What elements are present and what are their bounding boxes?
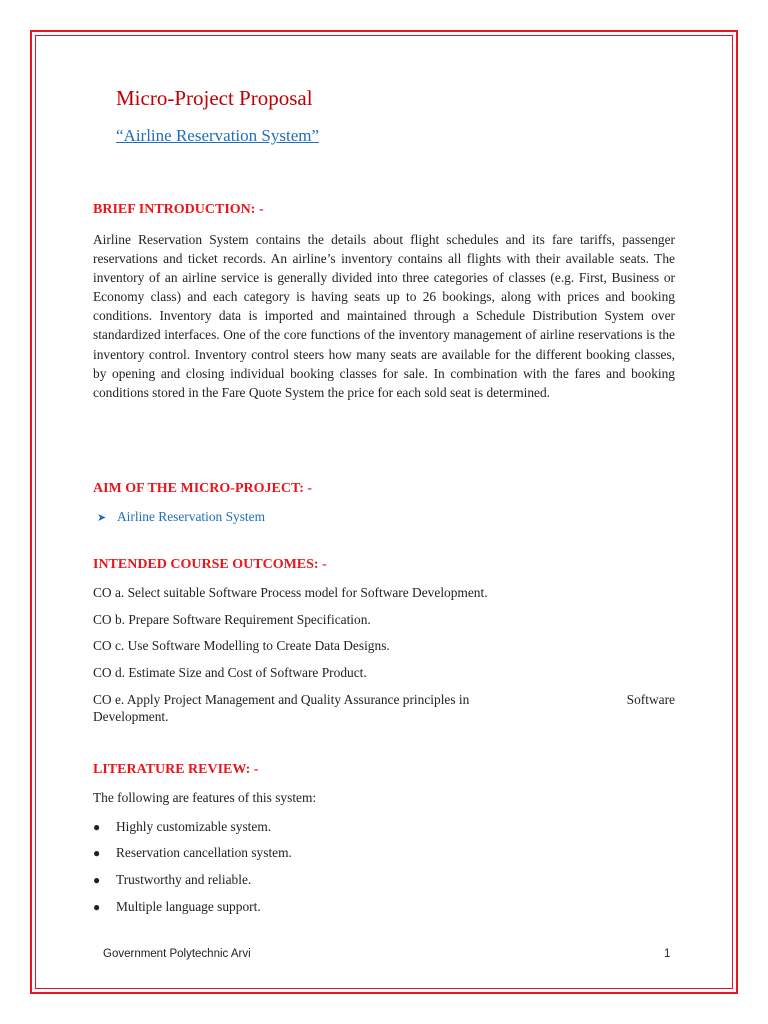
outcomes-heading: INTENDED COURSE OUTCOMES: - <box>93 557 327 572</box>
brief-intro-heading: BRIEF INTRODUCTION: - <box>93 202 264 217</box>
bullet-icon: ● <box>93 846 101 860</box>
list-item <box>93 899 261 915</box>
bullet-icon: ● <box>93 820 101 834</box>
outcome-item-b: CO b. Prepare Software Requirement Specification. <box>93 612 371 627</box>
aim-heading: AIM OF THE MICRO-PROJECT: - <box>93 481 313 496</box>
bullet-icon: ● <box>93 900 101 914</box>
outcome-item-e-word: Software <box>626 692 675 707</box>
literature-heading: LITERATURE REVIEW: - <box>93 762 259 777</box>
list-item <box>93 819 271 835</box>
outcome-item-e-line2: Development. <box>93 709 169 724</box>
arrow-bullet-icon: ➤ <box>97 511 107 524</box>
feature-text: Reservation cancellation system. <box>116 845 292 860</box>
footer-institution: Government Polytechnic Arvi <box>103 948 251 960</box>
brief-intro-text: Airline Reservation System contains the details about flight schedules and its fare tariffs, passenger reservations and ticket records. An airline’s inventory contains all flights with their available seats. The inventory of an airline service is generally divided into three categories of classes (e.g. First, Business or Economy class) and each category is having seats up to 26 bookings, along with prices and booking conditions. Inventory data is imported and maintained through a Schedule Distribution System over standardized interfaces. One of the core functions of the inventory management of airline reservations is the inventory control. Inventory control steers how many seats are available for the different booking classes, by opening and closing individual booking classes for sale. In combination with the fares and booking conditions stored in the Fare Quote System the price for each sold seat is determined. <box>93 232 675 400</box>
bullet-icon: ● <box>93 873 101 887</box>
outcome-item-e-line1: CO e. Apply Project Management and Quality Assurance principles in <box>93 692 470 707</box>
outcome-item-a: CO a. Select suitable Software Process model for Software Development. <box>93 585 488 600</box>
feature-text: Multiple language support. <box>116 899 261 914</box>
footer-page-number: 1 <box>664 948 671 960</box>
outcome-item-e <box>93 691 675 725</box>
document-subtitle: “Airline Reservation System” <box>116 126 320 145</box>
list-item <box>93 845 292 861</box>
feature-text: Highly customizable system. <box>116 819 272 834</box>
aim-list-item <box>97 509 265 525</box>
aim-item-text: Airline Reservation System <box>117 509 266 524</box>
document-title: Micro-Project Proposal <box>116 86 313 110</box>
outcome-item-c: CO c. Use Software Modelling to Create Data Designs. <box>93 638 390 653</box>
list-item <box>93 872 251 888</box>
feature-text: Trustworthy and reliable. <box>116 872 252 887</box>
literature-intro: The following are features of this system: <box>93 790 317 805</box>
outcome-item-d: CO d. Estimate Size and Cost of Software Product. <box>93 665 367 680</box>
